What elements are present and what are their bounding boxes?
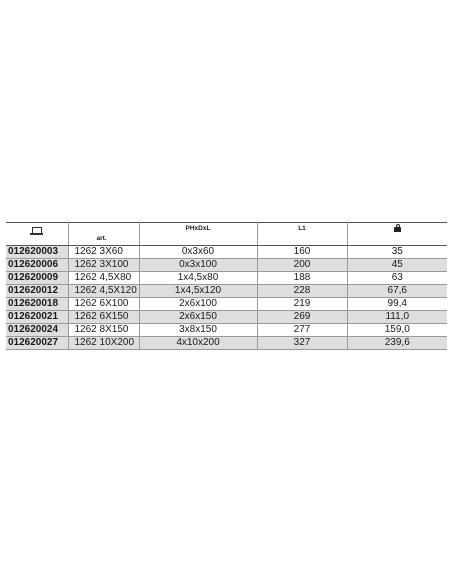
cell-weight: 45: [347, 259, 447, 272]
cell-l1: 188: [257, 272, 347, 285]
cell-weight: 63: [347, 272, 447, 285]
cell-code: 012620003: [6, 246, 68, 259]
product-table: [6, 222, 447, 350]
cell-weight: 239,6: [347, 337, 447, 350]
cell-art: 1262 4,5X80: [68, 272, 139, 285]
cell-weight: 99,4: [347, 298, 447, 311]
cell-weight: 35: [347, 246, 447, 259]
header-l1: L1: [257, 223, 347, 246]
cell-weight: 159,0: [347, 324, 447, 337]
weight-icon: [394, 224, 401, 232]
cell-l1: 228: [257, 285, 347, 298]
cell-weight: 67,6: [347, 285, 447, 298]
cell-code: 012620018: [6, 298, 68, 311]
cell-l1: 200: [257, 259, 347, 272]
cell-art: 1262 3X100: [68, 259, 139, 272]
header-art: art.: [68, 223, 139, 246]
cell-code: 012620024: [6, 324, 68, 337]
cell-code: 012620021: [6, 311, 68, 324]
cell-l1: 327: [257, 337, 347, 350]
cell-dims: 0x3x60: [139, 246, 257, 259]
cell-art: 1262 3X60: [68, 246, 139, 259]
header-code: [6, 223, 68, 246]
table-row: [6, 337, 447, 350]
cell-code: 012620027: [6, 337, 68, 350]
cell-art: 1262 4,5X120: [68, 285, 139, 298]
cell-code: 012620012: [6, 285, 68, 298]
header-dims: PHxDxL: [139, 223, 257, 246]
cell-art: 1262 6X100: [68, 298, 139, 311]
barcode-scanner-icon: [30, 227, 44, 236]
cell-l1: 160: [257, 246, 347, 259]
cell-l1: 219: [257, 298, 347, 311]
table-header-row: [6, 223, 447, 246]
cell-code: 012620009: [6, 272, 68, 285]
cell-code: 012620006: [6, 259, 68, 272]
table-row: [6, 259, 447, 272]
table-row: [6, 246, 447, 259]
cell-l1: 277: [257, 324, 347, 337]
table-row: [6, 272, 447, 285]
cell-dims: 2x6x100: [139, 298, 257, 311]
cell-dims: 2x6x150: [139, 311, 257, 324]
cell-weight: 111,0: [347, 311, 447, 324]
cell-dims: 0x3x100: [139, 259, 257, 272]
cell-dims: 4x10x200: [139, 337, 257, 350]
table-row: [6, 324, 447, 337]
cell-l1: 269: [257, 311, 347, 324]
cell-art: 1262 8X150: [68, 324, 139, 337]
cell-dims: 3x8x150: [139, 324, 257, 337]
header-weight: [347, 223, 447, 246]
cell-art: 1262 10X200: [68, 337, 139, 350]
table-row: [6, 311, 447, 324]
cell-art: 1262 6X150: [68, 311, 139, 324]
cell-dims: 1x4,5x80: [139, 272, 257, 285]
table-row: [6, 285, 447, 298]
table-row: [6, 298, 447, 311]
cell-dims: 1x4,5x120: [139, 285, 257, 298]
